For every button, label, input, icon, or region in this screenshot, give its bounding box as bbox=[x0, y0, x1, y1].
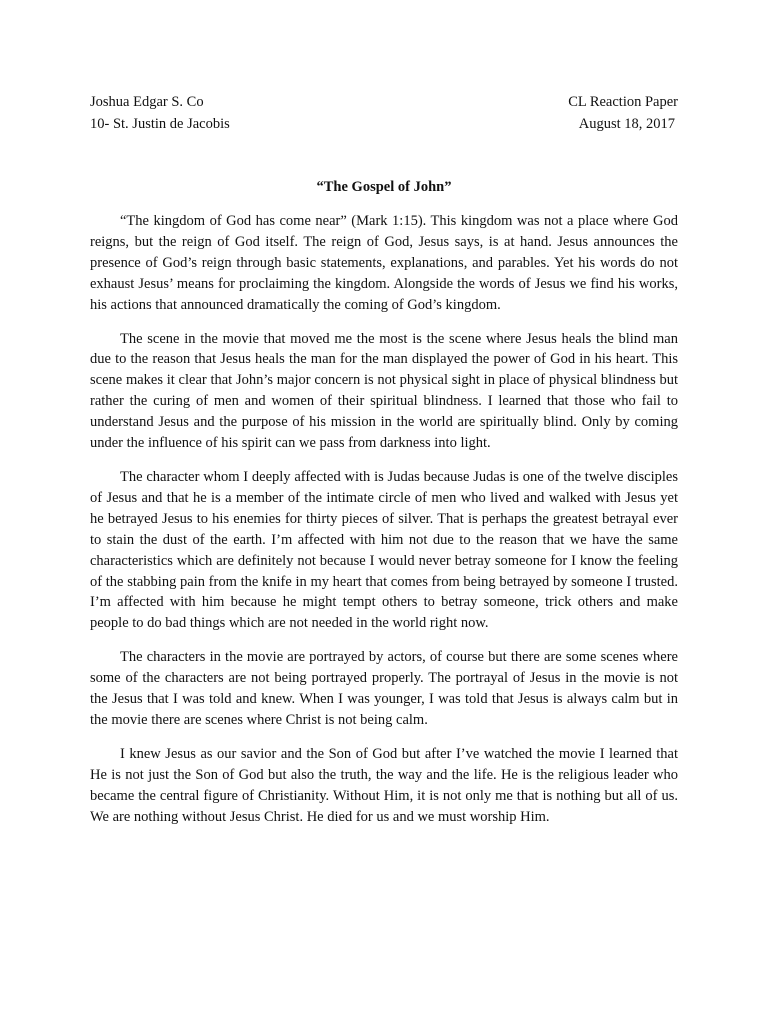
paragraph-4: The characters in the movie are portrayed by actors, of course but there are some scenes where some of the characters are not being portrayed properly. The portrayal of Jesus in the movie is not the Jesus that I was told and knew. When I was younger, I was told that Jesus is always calm but in the movie there are scenes where Christ is not being calm. bbox=[90, 649, 678, 728]
header-right bbox=[568, 91, 678, 135]
paragraph-2: The scene in the movie that moved me the most is the scene where Jesus heals the blind man due to the reason that Jesus heals the man for the man displayed the power of God in his heart. This scene makes it clear that John’s major concern is not physical sight in place of physical blindness but rather the curing of men and women of their spiritual blindness. I learned that those who fail to understand Jesus and the purpose of his mission in the world are spiritually blind. Only by coming under the influence of his spirit can we pass from darkness into light. bbox=[90, 330, 678, 452]
paragraph-3: The character whom I deeply affected with is Judas because Judas is one of the twelve disciples of Jesus and that he is a member of the intimate circle of men who lived and walked with Jesus yet he betrayed Jesus to his enemies for thirty pieces of silver. That is perhaps the greatest betrayal ever to stain the dust of the earth. I’m affected with him not due to the reason that we have the same characteristics which are definitely not because I would never betray someone for I know the feeling of the stabbing pain from the knife in my heart that comes from being betrayed by someone I trusted. I’m affected with him because he might tempt others to betray someone, trick others and make people to do bad things which are not needed in the world right now. bbox=[90, 468, 678, 632]
paragraph-5: I knew Jesus as our savior and the Son of God but after I’ve watched the movie I learned that He is not just the Son of God but also the truth, the way and the life. He is the religious leader who became the central figure of Christianity. Without Him, it is not only me that is nothing but all of us. We are nothing without Jesus Christ. He died for us and we must worship Him. bbox=[90, 745, 678, 825]
paper-date: August 18, 2017 bbox=[578, 116, 675, 132]
class-section: 10- St. Justin de Jacobis bbox=[90, 116, 230, 132]
paper-type: CL Reaction Paper bbox=[568, 94, 678, 110]
header-left bbox=[90, 91, 230, 135]
document-title: “The Gospel of John” bbox=[316, 179, 452, 195]
author-name: Joshua Edgar S. Co bbox=[90, 94, 204, 110]
paragraph-1: “The kingdom of God has come near” (Mark 1:15). This kingdom was not a place where God reigns, but the reign of God itself. The reign of God, Jesus says, is at hand. Jesus announces the presence of God’s reign through basic statements, explanations, and parables. Yet his words do not exhaust Jesus’ means for proclaiming the kingdom. Alongside the words of Jesus we find his works, his actions that announced dramatically the coming of God’s kingdom. bbox=[90, 213, 678, 313]
document-body bbox=[90, 211, 678, 840]
